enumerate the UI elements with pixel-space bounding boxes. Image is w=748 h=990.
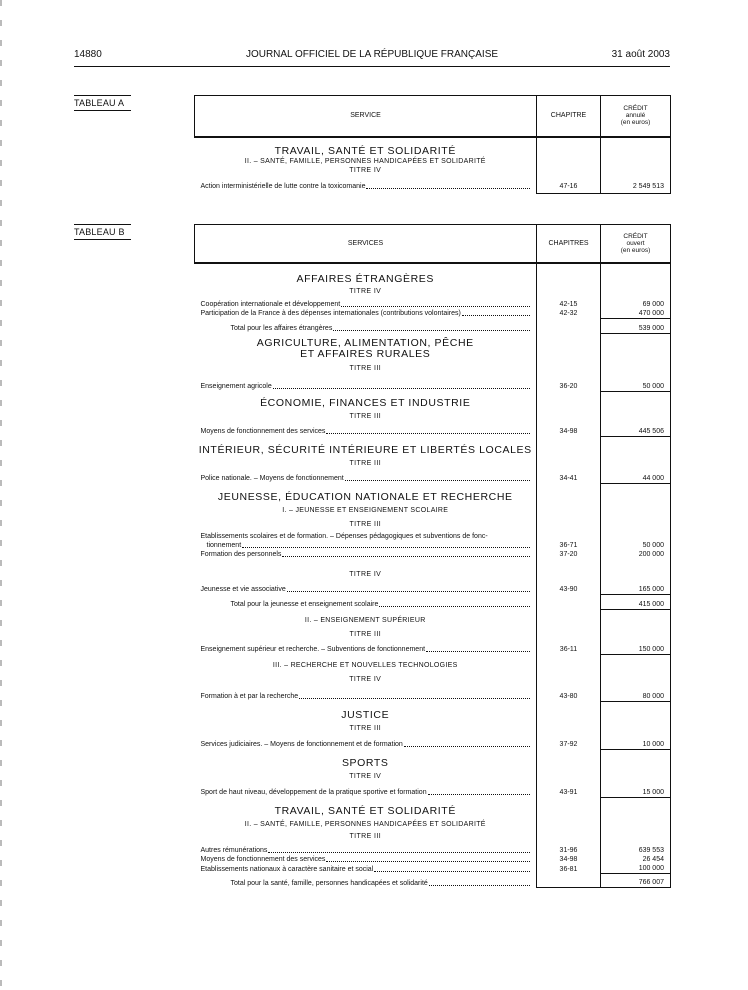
subsection-title: II. – SANTÉ, FAMILLE, PERSONNES HANDICAPÉES ET SOLIDARITÉ (244, 157, 486, 165)
table-row (195, 309, 537, 319)
row-chapitre: 43-80 (537, 684, 601, 701)
table-row (195, 781, 537, 797)
row-chapitre: 36-71 (537, 541, 601, 550)
row-chapitre: 42-15 (537, 296, 601, 309)
titre-label: TITRE IV (349, 166, 382, 174)
subsection-title: III. – RECHERCHE ET NOUVELLES TECHNOLOGIES (272, 662, 458, 669)
tableau-b (194, 224, 671, 888)
section-title: SPORTS (341, 757, 389, 769)
row-credit: 639 553 (601, 841, 671, 855)
titre-label: TITRE IV (349, 773, 382, 780)
row-chapitre: 36-81 (537, 864, 601, 874)
tableau-b-label: TABLEAU B (74, 224, 131, 240)
titre-label: TITRE III (349, 725, 382, 732)
issue-date: 31 août 2003 (611, 49, 670, 60)
section-title: ÉCONOMIE, FINANCES ET INDUSTRIE (260, 397, 471, 409)
row-chapitre: 31-96 (537, 841, 601, 855)
col-credit-header (601, 225, 671, 263)
row-chapitre: 34-98 (537, 421, 601, 436)
credit-header-line2: ouvert (626, 239, 645, 247)
row-label: Jeunesse et vie associative (200, 586, 286, 593)
table-row (195, 175, 537, 191)
total-row (195, 318, 537, 333)
row-label: Enseignement supérieur et recherche. – Subventions de fonctionnement (200, 646, 426, 653)
section-title: JUSTICE (341, 709, 390, 721)
section-title: INTÉRIEUR, SÉCURITÉ INTÉRIEURE ET LIBERTÉS LOCALES (198, 444, 532, 456)
table-row (195, 296, 537, 309)
credit-header-line1: CRÉDIT (623, 105, 648, 113)
table-row (195, 579, 537, 594)
page-header (74, 49, 670, 63)
col-service-header: SERVICE (195, 96, 537, 137)
table-row (195, 541, 537, 550)
total-row (195, 874, 537, 888)
credit-header-line1: CRÉDIT (623, 232, 648, 240)
titre-label: TITRE III (349, 413, 382, 420)
row-credit: 470 000 (601, 309, 671, 319)
row-label: Formation des personnels (200, 551, 282, 558)
table-row (195, 733, 537, 749)
row-label: Participation de la France à des dépenses internationales (contributions volontaires) (200, 310, 461, 317)
table-row (195, 373, 537, 391)
table-row (195, 550, 537, 559)
row-credit: 100 000 (601, 864, 671, 874)
row-chapitre: 36-11 (537, 639, 601, 654)
titre-label: TITRE III (349, 631, 382, 638)
row-label: Formation à et par la recherche (200, 693, 299, 700)
total-credit: 539 000 (601, 318, 671, 333)
table-row-label-line1: Etablissements scolaires et de formation. – Dépenses pédagogiques et subventions de fonc- (200, 533, 488, 540)
page-number: 14880 (74, 49, 102, 60)
tableau-a (194, 95, 671, 194)
table-row (195, 468, 537, 483)
col-chapitre-header: CHAPITRE (537, 96, 601, 137)
titre-label: TITRE IV (349, 676, 382, 683)
row-label: Police nationale. – Moyens de fonctionnement (200, 475, 344, 482)
row-label: Enseignement agricole (200, 383, 272, 390)
row-label: Etablissements nationaux à caractère sanitaire et social (200, 865, 374, 873)
section-title: TRAVAIL, SANTÉ ET SOLIDARITÉ (274, 144, 456, 157)
total-credit: 766 007 (601, 874, 671, 888)
row-credit: 200 000 (601, 550, 671, 559)
row-chapitre: 37-92 (537, 733, 601, 749)
table-row (195, 855, 537, 864)
titre-label: TITRE III (349, 833, 382, 840)
row-label: Sport de haut niveau, développement de la pratique sportive et formation (200, 789, 427, 796)
row-label: Coopération internationale et développement (200, 300, 341, 308)
row-credit: 80 000 (601, 684, 671, 701)
row-chapitre: 36-20 (537, 373, 601, 391)
total-label: Total pour les affaires étrangères (230, 325, 333, 332)
col-services-header: SERVICES (195, 225, 537, 263)
row-credit: 150 000 (601, 639, 671, 654)
total-label: Total pour la santé, famille, personnes handicapées et solidarité (230, 879, 428, 887)
section-title: JEUNESSE, ÉDUCATION NATIONALE ET RECHERCHE (217, 491, 513, 503)
table-row (195, 639, 537, 654)
section-title: AGRICULTURE, ALIMENTATION, PÊCHE (256, 337, 474, 349)
col-chapitres-header: CHAPITRES (537, 225, 601, 263)
row-label: Moyens de fonctionnement des services (200, 428, 326, 435)
credit-header-line3: (en euros) (620, 246, 651, 254)
section-title-cont: ET AFFAIRES RURALES (300, 348, 431, 360)
row-chapitre: 43-90 (537, 579, 601, 594)
row-credit: 165 000 (601, 579, 671, 594)
row-credit: 69 000 (601, 296, 671, 309)
row-credit: 2 549 513 (601, 175, 671, 191)
row-label: Action interministérielle de lutte contre la toxicomanie (200, 182, 366, 190)
titre-label: TITRE III (349, 460, 382, 467)
titre-label: TITRE IV (349, 571, 382, 578)
row-label: Autres rémunérations (200, 847, 268, 854)
total-credit: 415 000 (601, 594, 671, 609)
row-label: Moyens de fonctionnement des services (200, 856, 326, 863)
row-credit: 10 000 (601, 733, 671, 749)
row-chapitre: 47-16 (537, 175, 601, 191)
table-row (195, 421, 537, 436)
row-credit: 50 000 (601, 541, 671, 550)
table-row (195, 684, 537, 701)
row-credit: 445 506 (601, 421, 671, 436)
col-credit-header (601, 96, 671, 137)
total-row (195, 594, 537, 609)
table-row (195, 864, 537, 874)
total-label: Total pour la jeunesse et enseignement scolaire (230, 601, 379, 608)
row-chapitre: 34-98 (537, 855, 601, 864)
tableau-a-label: TABLEAU A (74, 95, 131, 111)
row-chapitre: 37-20 (537, 550, 601, 559)
section-title: TRAVAIL, SANTÉ ET SOLIDARITÉ (274, 805, 456, 817)
header-rule (74, 66, 670, 67)
subsection-title: II. – SANTÉ, FAMILLE, PERSONNES HANDICAPÉES ET SOLIDARITÉ (244, 821, 486, 828)
titre-label: TITRE III (349, 365, 382, 372)
row-credit: 50 000 (601, 373, 671, 391)
credit-header-line2: annulé (625, 112, 646, 120)
row-credit: 26 454 (601, 855, 671, 864)
row-chapitre: 43-91 (537, 781, 601, 797)
section-title: AFFAIRES ÉTRANGÈRES (296, 272, 434, 285)
row-chapitre: 42-32 (537, 309, 601, 319)
titre-label: TITRE III (349, 521, 382, 528)
table-row (195, 841, 537, 855)
subsection-title: II. – ENSEIGNEMENT SUPÉRIEUR (304, 617, 426, 624)
row-label: tionnement (206, 542, 242, 549)
subsection-title: I. – JEUNESSE ET ENSEIGNEMENT SCOLAIRE (282, 507, 449, 514)
titre-label: TITRE IV (349, 287, 382, 295)
credit-header-line3: (en euros) (620, 119, 651, 127)
page-edge-marks (0, 0, 2, 990)
row-credit: 44 000 (601, 468, 671, 483)
journal-title: JOURNAL OFFICIEL DE LA RÉPUBLIQUE FRANÇAISE (245, 49, 499, 60)
row-chapitre: 34-41 (537, 468, 601, 483)
row-credit: 15 000 (601, 781, 671, 797)
row-label: Services judiciaires. – Moyens de fonctionnement et de formation (200, 741, 403, 748)
